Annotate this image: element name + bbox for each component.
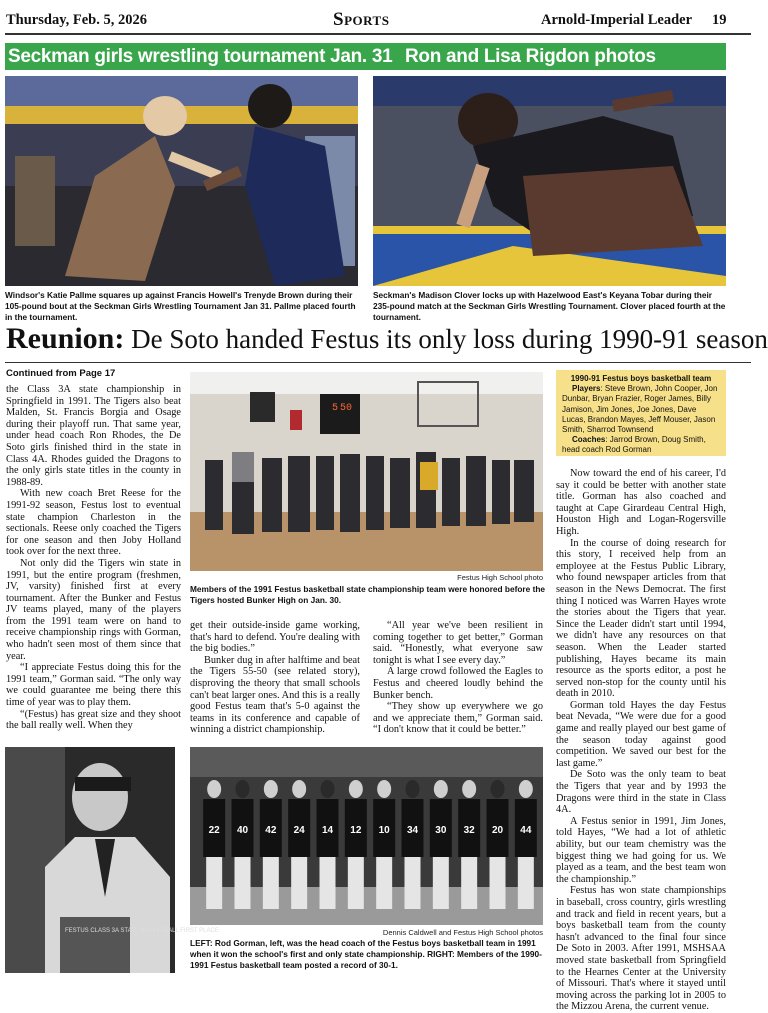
section-title: Sports <box>333 9 390 30</box>
col1-para-4: “I appreciate Festus doing this for the 1991 team,” Gorman said. “The only way we could guarantee me being there this time of year was to play them. <box>6 662 181 709</box>
jersey-number: 12 <box>350 825 362 836</box>
team-1991-art <box>190 747 543 925</box>
banner-title: Seckman girls wrestling tournament Jan. 31 <box>8 46 393 67</box>
team-photo-credit: Festus High School photo <box>457 573 543 582</box>
col4-para-6: Festus has won state championships in baseball, cross country, girls wrestling and track and field in recent years, but a boys basketball team from the county hasn't advanced to the final four since De Soto in 2003. After 1991, MSHSAA moved state basketball from Springfield to the Hearnes Center at the University of Missouri. That's where it stayed until moving across the parking lot in 2005 to the Mizzou Arena, the current venue. <box>556 885 726 1013</box>
caption-photo-2: Seckman's Madison Clover locks up with Hazelwood East's Keyana Tobar during their 235-pound match at the Seckman Girls Wrestling Tournament. Clover placed fourth at the tournament. <box>373 290 726 322</box>
jersey-number: 14 <box>321 825 334 836</box>
headline-lead: Reunion: <box>6 322 125 355</box>
wrestling-photo-2-art <box>373 76 726 286</box>
jersey-number: 34 <box>406 825 419 836</box>
team-player <box>515 780 537 909</box>
team-player <box>288 780 310 909</box>
scoreboard-guest: 50 <box>340 403 353 414</box>
team-player <box>373 780 395 909</box>
svg-text:FESTUS CLASS 3A STATE BASKETBA <box>65 928 219 934</box>
team-player <box>203 780 225 909</box>
col1-para-1: the Class 3A state championship in Springfield in 1991. The Tigers also beat Malden, St. Francis Borgia and Osage during their playoff run. That same year, under head coach Ron Rhodes, the De Soto girls finished third in the state in Class 4A. Rhodes guided the Dragons to the only girls state titles in the county in 1988-89. <box>6 384 181 488</box>
col1-para-2: With new coach Bret Reese for the 1991-92 season, Festus lost to eventual state champion Charleston in the sectionals. Reese only coached the Tigers for one season and then Joby Holland took over for the next three. <box>6 488 181 558</box>
jersey-number: 22 <box>208 825 220 836</box>
caption-bottom-photos: LEFT: Rod Gorman, left, was the head coach of the Festus boys basketball team in 1991 when it won the school's first and only state championship. RIGHT: Members of the 1990-1991 Festus basketball team posted a record of 30-1. <box>190 938 542 970</box>
scoreboard-home: 5 <box>332 403 339 414</box>
banner-credit: Ron and Lisa Rigdon photos <box>405 46 656 67</box>
players-label: Players <box>572 384 601 394</box>
roster-title: 1990-91 Festus boys basketball team <box>570 374 712 383</box>
article-column-3 <box>373 620 543 736</box>
coaches-list: : Jarrod Brown, Doug Smith, head coach Rod Gorman <box>562 435 706 455</box>
article-column-4 <box>556 468 726 1013</box>
jersey-number: 20 <box>491 825 504 836</box>
jersey-number: 44 <box>520 825 532 836</box>
plaque-text: FESTUS CLASS 3A STATE BASKETBALL FIRST PLACE <box>65 928 219 934</box>
team-roster-box <box>556 370 726 456</box>
team-player <box>430 780 452 909</box>
newspaper-name: Arnold-Imperial Leader <box>541 12 693 28</box>
team-honor-photo <box>190 372 543 571</box>
jersey-number: 32 <box>463 825 475 836</box>
coaches-label: Coaches <box>572 435 606 445</box>
col1-para-3: Not only did the Tigers win state in 1991, but the entire program (freshmen, JV, varsity) finished first at every tournament. After the Bunker and Festus JV teams played, many of the players from the 1991 team were on hand to receive championship rings with Gorman, who hadn't seen most of them since that year. <box>6 557 181 662</box>
team-player <box>402 780 424 909</box>
jersey-number: 24 <box>293 825 305 836</box>
col3-para-3: “They show up everywhere we go and we appreciate them,” Gorman said. “I don't know that it could be better.” <box>373 701 543 736</box>
col4-para-2: In the course of doing research for this story, I received help from an employee at the Festus Public Library, who found newspaper articles from that season in the News Democrat. The first thing I noticed was Warren Hayes wrote the stories about the Tigers that year. Since the Leader didn't start until 1994, we didn't have any resources on that season. When the Leader started publishing, Hayes became its main resource as the sports editor, a post he served non-stop for the county until his death in 2010. <box>556 537 726 700</box>
wrestling-photo-1-art <box>5 76 358 286</box>
col3-para-1: “All year we've been resilient in coming together to get better,” Gorman said. “Honestly, what everyone saw tonight is what I see every day.” <box>373 620 543 666</box>
headline-rule <box>5 362 751 363</box>
jersey-number: 10 <box>378 825 390 836</box>
issue-date: Thursday, Feb. 5, 2026 <box>6 12 147 28</box>
jersey-number: 30 <box>435 825 447 836</box>
bottom-photo-credit: Dennis Caldwell and Festus High School photos <box>382 928 543 937</box>
col2-para-1: get their outside-inside game working, that's hard to defend. You're dealing with the big bodies.” <box>190 620 360 655</box>
wrestling-photo-clover <box>373 76 726 286</box>
team-player <box>317 780 339 909</box>
team-player <box>458 780 480 909</box>
col3-para-2: A large crowd followed the Eagles to Festus and cheered loudly behind the Bunker bench. <box>373 666 543 701</box>
caption-team-photo: Members of the 1991 Festus basketball state championship team were honored before the Tigers hosted Bunker High on Jan. 30. <box>190 584 546 605</box>
team-1991-photo <box>190 747 543 925</box>
players-list: : Steve Brown, John Cooper, Jon Dunbar, Bryan Frazier, Roger James, Billy Jamison, Jim Jones, Joe Jones, Dave Lucas, Brandon Mayes, Jeff Mouser, Jason Smith, Sharrod Townsend <box>562 384 718 435</box>
col4-para-3: Gorman told Hayes the day Festus beat Nevada, “We were due for a good game and really played our best game of the season today against good competition. We saved our best for the last game.” <box>556 699 726 769</box>
article-column-2 <box>190 620 360 736</box>
team-honor-art <box>190 372 543 571</box>
col4-para-1: Now toward the end of his career, I'd say it could be better with another state title. Gorman has also coached and taught at Cape Girardeau Central High, Houston High and Logan-Rogersville High. <box>556 468 726 537</box>
team-player <box>345 780 367 909</box>
headline-text: De Soto handed Festus its only loss during 1990-91 season <box>131 324 768 354</box>
continued-label: Continued from Page 17 <box>6 368 116 379</box>
wrestling-banner <box>5 43 726 70</box>
jersey-number: 40 <box>236 825 249 836</box>
header-rule <box>5 33 751 35</box>
page-number: 19 <box>712 12 727 28</box>
team-player <box>487 780 509 909</box>
col2-para-2: Bunker dug in after halftime and beat the Tigers 55-50 (see related story), disproving the theory that small schools can't beat larger ones. And this is a really good Festus team that's 5-0 against the teams in its conference and capable of winning a district championship. <box>190 654 360 736</box>
team-player <box>260 780 282 909</box>
story-headline <box>6 322 768 356</box>
col4-para-4: De Soto was the only team to beat the Tigers that year and by 1993 the Dragons were third in the state in Class 4A. <box>556 769 726 816</box>
jersey-number: 42 <box>265 825 277 836</box>
team-player <box>232 780 254 909</box>
caption-photo-1: Windsor's Katie Pallme squares up against Francis Howell's Trenyde Brown during their 105-pound bout at the Seckman Girls Wrestling Tournament Jan 31. Pallme placed fourth in the tournament. <box>5 290 356 322</box>
article-column-1 <box>6 384 181 732</box>
col1-para-5: “(Festus) has great size and they shoot the ball really well. When they <box>6 708 181 732</box>
col4-para-5: A Festus senior in 1991, Jim Jones, told Hayes, “We had a lot of athletic ability, but our team chemistry was the biggest thing we had going for us. We played as a team, and the best team won the championship.” <box>556 815 726 885</box>
wrestling-photo-pallme <box>5 76 358 286</box>
